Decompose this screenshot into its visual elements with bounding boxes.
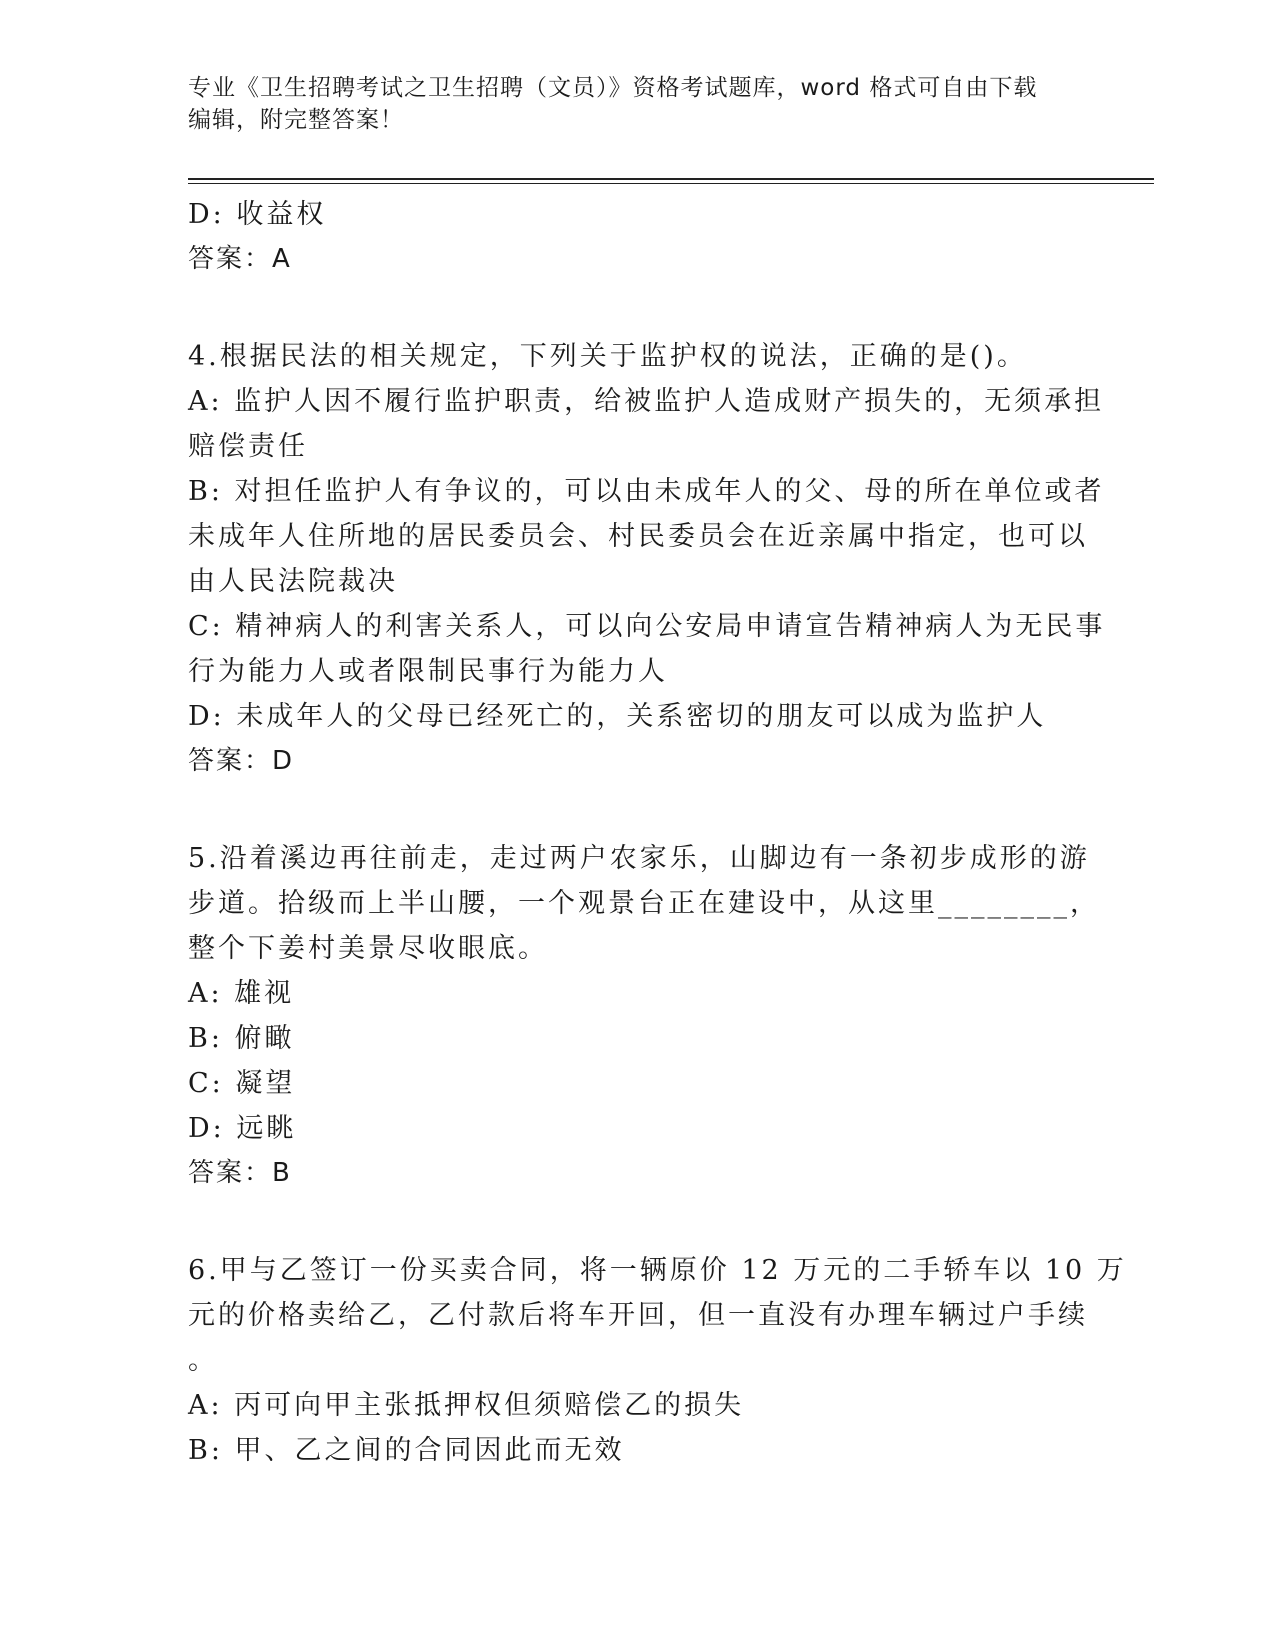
option-a: A: 雄视 (188, 978, 295, 1009)
question-5 (188, 836, 1100, 1196)
option-b-line-1: B: 对担任监护人有争议的，可以由未成年人的父、母的所在单位或者 (188, 476, 1105, 507)
option-c-line-1: C: 精神病人的利害关系人，可以向公安局申请宣告精神病人为无民事 (188, 611, 1106, 642)
option-c-line-2: 行为能力人或者限制民事行为能力人 (188, 656, 668, 687)
question-content (188, 192, 1127, 1473)
question-stem-line-1: 6.甲与乙签订一份买卖合同，将一辆原价 12 万元的二手轿车以 10 万 (188, 1255, 1127, 1286)
answer-line: 答案：D (188, 746, 295, 776)
document-header (188, 72, 1068, 136)
question-stem-line-2: 元的价格卖给乙，乙付款后将车开回，但一直没有办理车辆过户手续 (188, 1300, 1088, 1331)
question-6 (188, 1248, 1127, 1473)
header-line-2: 编辑，附完整答案！ (188, 107, 404, 133)
option-b: B: 俯瞰 (188, 1023, 295, 1054)
question-3-tail (188, 192, 1078, 282)
option-a: A: 丙可向甲主张抵押权但须赔偿乙的损失 (188, 1390, 745, 1421)
question-stem-line-1: 5.沿着溪边再往前走，走过两户农家乐，山脚边有一条初步成形的游 (188, 843, 1090, 874)
option-a-line-2: 赔偿责任 (188, 431, 308, 462)
answer-line: 答案：A (188, 244, 292, 274)
question-stem: 4.根据民法的相关规定，下列关于监护权的说法，正确的是()。 (188, 341, 1027, 372)
option-d: D: 未成年人的父母已经死亡的，关系密切的朋友可以成为监护人 (188, 701, 1047, 732)
header-divider-thick (188, 178, 1154, 180)
header-line-1: 专业《卫生招聘考试之卫生招聘（文员）》资格考试题库，word 格式可自由下载 (188, 75, 1038, 101)
answer-line: 答案：B (188, 1158, 292, 1188)
option-b: B: 甲、乙之间的合同因此而无效 (188, 1435, 625, 1466)
option-b-line-3: 由人民法院裁决 (188, 566, 398, 597)
option-b-line-2: 未成年人住所地的居民委员会、村民委员会在近亲属中指定，也可以 (188, 521, 1088, 552)
option-a-line-1: A: 监护人因不履行监护职责，给被监护人造成财产损失的，无须承担 (188, 386, 1105, 417)
option-c: C: 凝望 (188, 1068, 296, 1099)
option-d: D: 远眺 (188, 1113, 297, 1144)
header-divider-thin (188, 183, 1154, 184)
option-d: D: 收益权 (188, 199, 327, 230)
question-stem-line-3: 。 (188, 1345, 218, 1376)
question-stem-line-2: 步道。拾级而上半山腰，一个观景台正在建设中，从这里________， (188, 888, 1100, 919)
question-4 (188, 334, 1106, 784)
question-stem-line-3: 整个下姜村美景尽收眼底。 (188, 933, 548, 964)
